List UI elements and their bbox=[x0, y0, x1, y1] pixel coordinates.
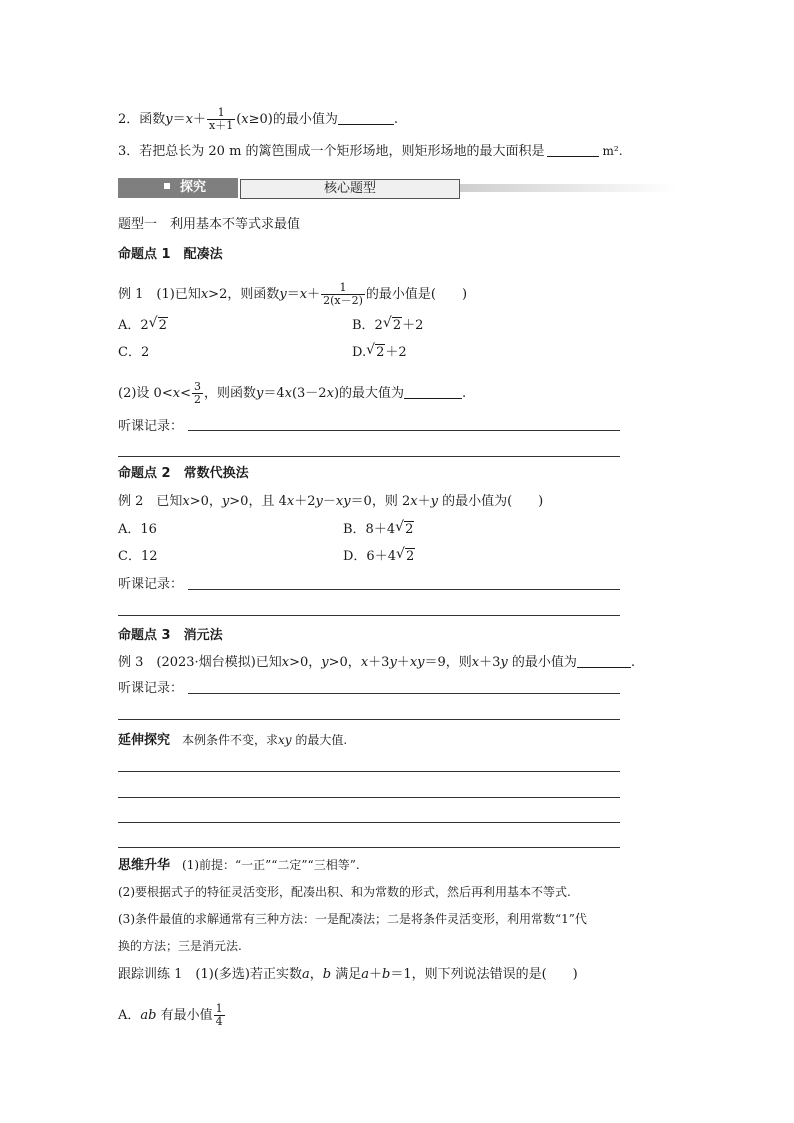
practice-text: ， bbox=[309, 967, 323, 982]
q3-text: 3．若把总长为 20 m 的篱笆围成一个矩形场地，则矩形场地的最大面积是 bbox=[118, 144, 545, 159]
option-label: A． bbox=[118, 1008, 141, 1023]
ex1-plus: ＋ bbox=[307, 287, 321, 302]
ex2-text: >0，且 4 bbox=[229, 494, 287, 509]
frac-num: 1 bbox=[215, 1002, 223, 1015]
var-xy: xy bbox=[335, 494, 351, 509]
notes-label-1: 听课记录： bbox=[118, 419, 184, 434]
var-x: x bbox=[185, 112, 193, 127]
q2-paren: ( bbox=[236, 112, 242, 127]
notes-rule bbox=[188, 430, 620, 431]
q2-eq: ＝ bbox=[172, 112, 186, 127]
notes-label-2: 听课记录： bbox=[118, 577, 184, 592]
practice-text: 满足 bbox=[331, 967, 362, 982]
ex1-option-c bbox=[118, 345, 149, 361]
var-b: b bbox=[322, 967, 332, 982]
var-xy: xy bbox=[278, 733, 292, 747]
ex3-text: ＋3 bbox=[368, 655, 390, 670]
practice-lead: 跟踪训练 1 (1)(多选)若正实数 bbox=[118, 967, 302, 982]
option-label: D．6＋4 bbox=[343, 549, 396, 564]
practice-plus: ＋ bbox=[368, 967, 382, 982]
point1-title: 命题点 1 配凑法 bbox=[118, 247, 223, 262]
var-y: y bbox=[315, 494, 323, 509]
var-x: x bbox=[172, 386, 181, 401]
ex3-text: ＋3 bbox=[479, 655, 501, 670]
radicand: 2 bbox=[405, 522, 414, 537]
ex2-option-a: A．16 bbox=[118, 522, 157, 537]
p2-text: (2)设 0< bbox=[118, 386, 173, 401]
answer-rule bbox=[118, 771, 620, 772]
answer-blank bbox=[547, 156, 599, 157]
frac-num: 3 bbox=[193, 380, 201, 393]
var-y: y bbox=[430, 494, 438, 509]
practice-1 bbox=[118, 967, 578, 983]
var-a: a bbox=[361, 967, 369, 982]
var-y: y bbox=[255, 386, 264, 401]
var-x: x bbox=[326, 386, 334, 401]
var-xy: xy bbox=[409, 655, 425, 670]
summary-line-4: 换的方法；三是消元法. bbox=[118, 939, 242, 953]
q2-period: . bbox=[393, 112, 399, 127]
ex1-part-2 bbox=[118, 381, 466, 406]
notes-rule bbox=[118, 719, 620, 720]
answer-rule bbox=[118, 797, 620, 798]
radicand: 2 bbox=[376, 345, 385, 360]
fraction bbox=[214, 1003, 225, 1028]
radicand: 2 bbox=[392, 318, 402, 333]
ex2-option-c: C．12 bbox=[118, 549, 158, 564]
summary-text: (1)前提：“一正”“二定”“三相等”. bbox=[170, 858, 360, 872]
banner-left-label: 探究 bbox=[180, 180, 207, 195]
practice-tail: ＝1，则下列说法错误的是( ) bbox=[390, 967, 578, 982]
ex2-minus: － bbox=[322, 494, 336, 509]
notes-label-3: 听课记录： bbox=[118, 681, 184, 696]
sqrt-icon: √ 2 bbox=[382, 315, 402, 333]
ex3-text: >0， bbox=[289, 655, 322, 670]
var-y: y bbox=[389, 655, 397, 670]
summary-line-2: (2)要根据式子的特征灵活变形，配凑出积、和为常数的形式，然后再利用基本不等式. bbox=[118, 885, 571, 899]
extend-label: 延伸探究 bbox=[118, 733, 171, 748]
frac-den: 2 bbox=[193, 393, 201, 406]
frac-num: 1 bbox=[339, 281, 347, 294]
summary-line-1 bbox=[118, 857, 360, 874]
var-x: x bbox=[471, 655, 480, 670]
q2-text: 2．函数 bbox=[118, 112, 166, 127]
frac-den: 4 bbox=[215, 1015, 223, 1028]
option-label: C．2 bbox=[118, 345, 150, 360]
summary-label: 思维升华 bbox=[118, 858, 171, 873]
ex2-plus: ＋ bbox=[417, 494, 431, 509]
banner-core bbox=[240, 179, 460, 199]
var-x: x bbox=[299, 287, 308, 302]
point3-title: 命题点 3 消元法 bbox=[118, 628, 223, 643]
var-y: y bbox=[321, 655, 329, 670]
ex1-text: >2，则函数 bbox=[208, 287, 280, 302]
p2-period: . bbox=[462, 386, 467, 401]
section-banner bbox=[118, 178, 678, 198]
p2-paren: (3－2 bbox=[291, 386, 327, 401]
ex1-option-a bbox=[118, 315, 168, 334]
var-y: y bbox=[500, 655, 508, 670]
option-tail: ＋2 bbox=[402, 318, 424, 333]
ex3-tail: 的最小值为 bbox=[507, 655, 577, 670]
var-y: y bbox=[221, 494, 230, 509]
sqrt-icon: √ 2 bbox=[366, 342, 385, 360]
var-x: x bbox=[200, 287, 209, 302]
type1-title: 题型一 利用基本不等式求最值 bbox=[118, 217, 301, 232]
fraction bbox=[192, 381, 203, 406]
var-x: x bbox=[286, 494, 295, 509]
practice-option-a bbox=[118, 1003, 226, 1028]
option-tail: ＋2 bbox=[385, 345, 407, 360]
sqrt-icon: √ 2 bbox=[395, 519, 414, 537]
ex2-option-d bbox=[343, 546, 415, 565]
q2-plus: ＋ bbox=[193, 112, 207, 127]
point2-title: 命题点 2 常数代换法 bbox=[118, 466, 249, 481]
q3-unit: m². bbox=[602, 144, 623, 158]
var-x: x bbox=[410, 494, 418, 509]
option-label: B．8＋4 bbox=[343, 522, 396, 537]
var-x: x bbox=[182, 494, 190, 509]
p2-tail: )的最大值为 bbox=[333, 386, 405, 401]
var-x: x bbox=[281, 655, 290, 670]
ex3-plus: ＋ bbox=[396, 655, 410, 670]
ex1-lead: 例 1 (1)已知 bbox=[118, 287, 201, 302]
frac-num: 1 bbox=[217, 106, 225, 119]
extend-explore bbox=[118, 732, 347, 749]
ex2-text: ＝0，则 2 bbox=[350, 494, 411, 509]
p2-text: ，则函数 bbox=[203, 386, 256, 401]
radicand: 2 bbox=[158, 318, 167, 333]
question-3 bbox=[118, 143, 623, 160]
var-y: y bbox=[279, 287, 287, 302]
banner-fade-bar bbox=[460, 184, 678, 192]
var-ab: ab bbox=[140, 1008, 157, 1023]
answer-blank bbox=[338, 124, 394, 125]
ex1-option-d bbox=[352, 342, 407, 361]
var-x: x bbox=[284, 386, 292, 401]
ex3-lead: 例 3 (2023·烟台模拟)已知 bbox=[118, 655, 282, 670]
option-label: B．2 bbox=[352, 318, 383, 333]
var-b: b bbox=[382, 967, 391, 982]
example-3 bbox=[118, 655, 635, 671]
sqrt-icon: √ 2 bbox=[395, 546, 415, 564]
option-text: 有最小值 bbox=[156, 1008, 213, 1023]
ex2-text: >0， bbox=[189, 494, 222, 509]
question-2 bbox=[118, 107, 398, 132]
banner-right-label: 核心题型 bbox=[323, 181, 376, 196]
radicand: 2 bbox=[405, 549, 415, 564]
option-label: A．2 bbox=[118, 318, 149, 333]
ex2-lead: 例 2 已知 bbox=[118, 494, 183, 509]
var-a: a bbox=[301, 967, 310, 982]
ex1-tail: 的最小值是( ) bbox=[365, 287, 468, 302]
ex2-option-b bbox=[343, 519, 414, 538]
answer-rule bbox=[118, 847, 620, 848]
notes-rule bbox=[188, 693, 620, 694]
extend-text: 的最大值. bbox=[291, 733, 348, 747]
q2-text-tail: ≥0)的最小值为 bbox=[248, 112, 338, 127]
banner-explore bbox=[118, 178, 238, 198]
notes-rule bbox=[118, 456, 620, 457]
p2-eq: ＝4 bbox=[263, 386, 285, 401]
ex3-period: . bbox=[630, 655, 636, 670]
frac-den: x＋1 bbox=[209, 119, 234, 132]
ex3-text: >0， bbox=[328, 655, 361, 670]
ex1-eq: ＝ bbox=[286, 287, 300, 302]
notes-rule bbox=[188, 589, 620, 590]
ex2-tail: 的最小值为( ) bbox=[437, 494, 544, 509]
example-2 bbox=[118, 494, 543, 510]
ex2-text: ＋2 bbox=[294, 494, 316, 509]
fraction bbox=[207, 107, 235, 132]
extend-text: 本例条件不变，求 bbox=[170, 733, 279, 747]
answer-rule bbox=[118, 822, 620, 823]
var-y: y bbox=[165, 112, 173, 127]
fraction bbox=[321, 282, 365, 307]
ex1-option-b bbox=[352, 315, 424, 334]
frac-den: 2(x－2) bbox=[323, 294, 363, 307]
answer-blank bbox=[404, 398, 462, 399]
ex3-text: ＝9，则 bbox=[424, 655, 472, 670]
square-bullet-icon bbox=[164, 183, 170, 189]
var-x: x bbox=[241, 112, 249, 127]
answer-blank bbox=[577, 667, 631, 668]
p2-lt: < bbox=[180, 386, 191, 401]
notes-rule bbox=[118, 615, 620, 616]
option-label: D. bbox=[352, 345, 367, 360]
var-x: x bbox=[360, 655, 369, 670]
sqrt-icon: √ 2 bbox=[148, 315, 167, 333]
example-1 bbox=[118, 282, 467, 307]
summary-line-3: (3)条件最值的求解通常有三种方法：一是配凑法；二是将条件灵活变形，利用常数“1”代 bbox=[118, 912, 587, 926]
